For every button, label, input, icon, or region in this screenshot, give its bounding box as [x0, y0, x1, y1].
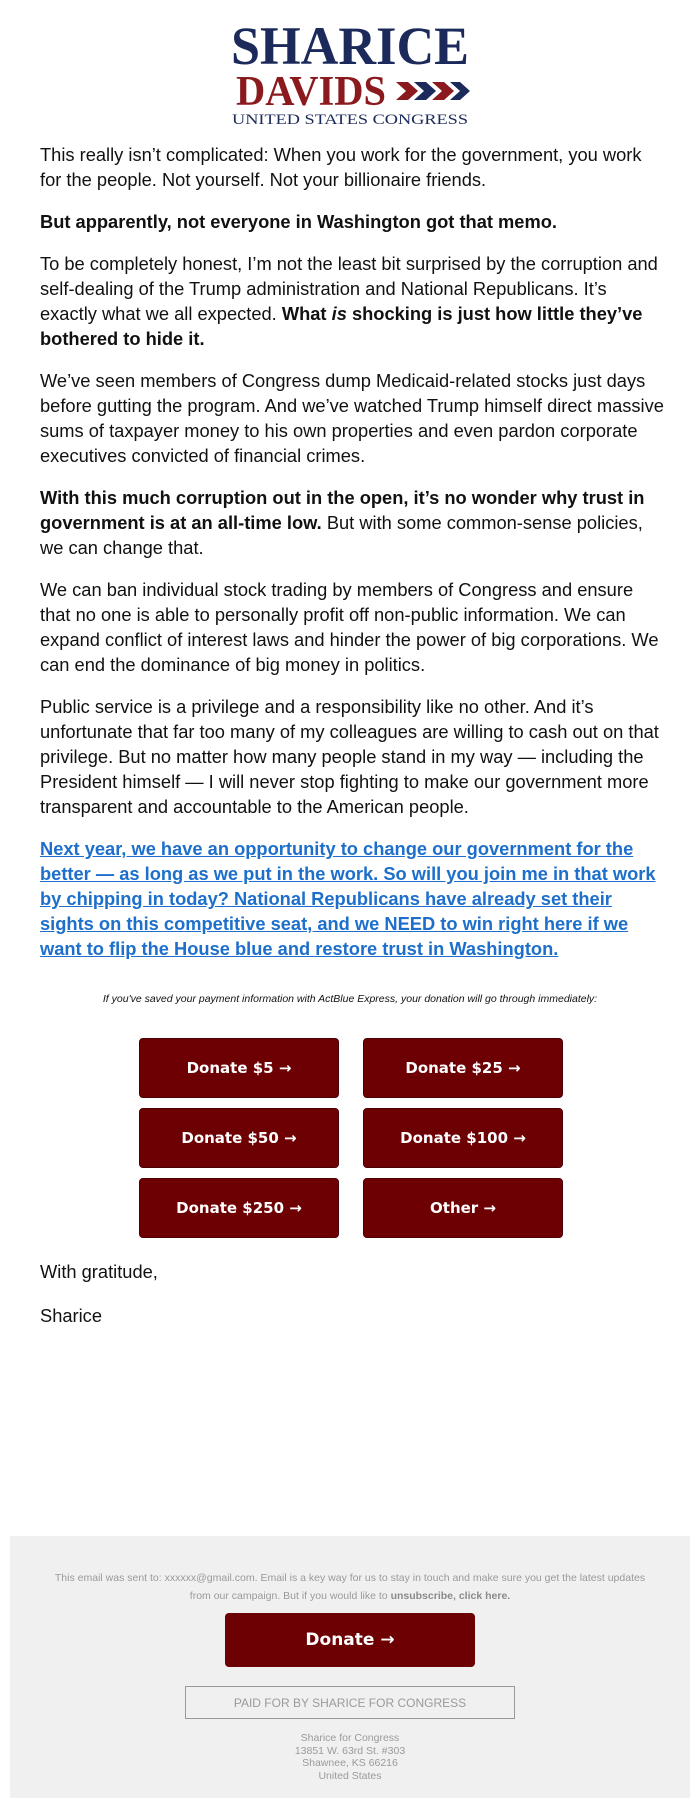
footer-sent-suffix: . Email is a key way for us to stay in touch and make sure you get the latest updates from our campaign. But if you would like to — [189, 1572, 646, 1602]
footer-sent-prefix: This email was sent to: — [54, 1572, 165, 1584]
email-body — [40, 142, 666, 978]
logo-line-sharice: SHARICE — [231, 20, 469, 76]
address-line: Sharice for Congress — [300, 1732, 400, 1744]
paragraph-medicaid: We’ve seen members of Congress dump Medicaid-related stocks just days before gutting the program. And we’ve watched Trump himself direct massive sums of taxpayer money to his own properties and even pardon corporate executives convicted of financial crimes. — [40, 370, 664, 466]
logo-line-congress: UNITED STATES CONGRESS — [232, 112, 468, 128]
email-footer — [10, 1536, 690, 1798]
bold-part-a: What — [281, 303, 332, 324]
logo-graphic — [220, 20, 480, 130]
address-line: 13851 W. 63rd St. #303 — [294, 1744, 406, 1757]
paragraph-honest — [40, 251, 666, 351]
actblue-express-note: If you've saved your payment information with ActBlue Express, your donation will go through immediately: — [102, 993, 598, 1005]
unsubscribe-link[interactable]: unsubscribe, click here. — [390, 1590, 511, 1602]
donate-50-button[interactable]: Donate $50 → — [139, 1108, 339, 1168]
logo-line-davids: DAVIDS — [236, 69, 386, 115]
paragraph-memo — [40, 209, 666, 234]
arrow-chevrons-icon — [396, 82, 470, 100]
signoff-closing: With gratitude, — [40, 1261, 158, 1282]
paragraph-trust-text: But with some common-sense policies, we can change that. — [40, 512, 643, 558]
donate-250-button[interactable]: Donate $250 → — [139, 1178, 339, 1238]
footer-disclaimer — [50, 1569, 650, 1605]
paragraph-trust-bold: With this much corruption out in the open, it’s no wonder why trust in government is at an all-time low. — [40, 487, 645, 533]
mailing-address — [10, 1732, 690, 1782]
paragraph-honest-text: To be completely honest, I’m not the least bit surprised by the corruption and self-dealing of the Trump administration and National Republicans. It’s exactly what we all expected. — [40, 253, 658, 324]
bold-part-b: shocking is just how little they’ve bothered to hide it. — [40, 303, 643, 349]
cta-donate-link[interactable]: Next year, we have an opportunity to change our government for the better — as long as we put in the work. So will you join me in that work by chipping in today? National Republicans have already set their sights on this competitive seat, and we NEED to win right here if we want to flip the House blue and restore trust in Washington. — [40, 838, 656, 959]
bold-italic-is: is — [331, 303, 347, 324]
address-line: Shawnee, KS 66216 — [302, 1757, 398, 1769]
paragraph-cta — [40, 836, 666, 961]
donate-other-button[interactable]: Other → — [363, 1178, 563, 1238]
paragraph-trust — [40, 485, 666, 560]
donate-25-button[interactable]: Donate $25 → — [363, 1038, 563, 1098]
paragraph-memo-bold: But apparently, not everyone in Washington got that memo. — [40, 211, 557, 232]
paid-for-disclaimer: PAID FOR BY SHARICE FOR CONGRESS — [185, 1686, 515, 1719]
footer-donate-button[interactable]: Donate → — [225, 1613, 475, 1667]
recipient-email: xxxxxx@gmail.com — [164, 1572, 255, 1584]
paragraph-public-service: Public service is a privilege and a responsibility like no other. And it’s unfortunate that far too many of my colleagues are willing to cash out on that privilege. But no matter how many people stand in my way — including the President himself — I will never stop fighting to make our government more transparent and accountable to the American people. — [40, 696, 659, 817]
signoff-name: Sharice — [40, 1305, 102, 1326]
donate-5-button[interactable]: Donate $5 → — [139, 1038, 339, 1098]
donate-100-button[interactable]: Donate $100 → — [363, 1108, 563, 1168]
paragraph-policies: We can ban individual stock trading by members of Congress and ensure that no one is able to personally profit off non-public information. We can expand conflict of interest laws and hinder the power of big corporations. We can end the dominance of big money in politics. — [40, 579, 659, 675]
address-line: United States — [318, 1769, 382, 1782]
paragraph-intro: This really isn’t complicated: When you work for the government, you work for the people. Not yourself. Not your billionaire friends. — [40, 144, 642, 190]
campaign-logo — [0, 20, 700, 130]
